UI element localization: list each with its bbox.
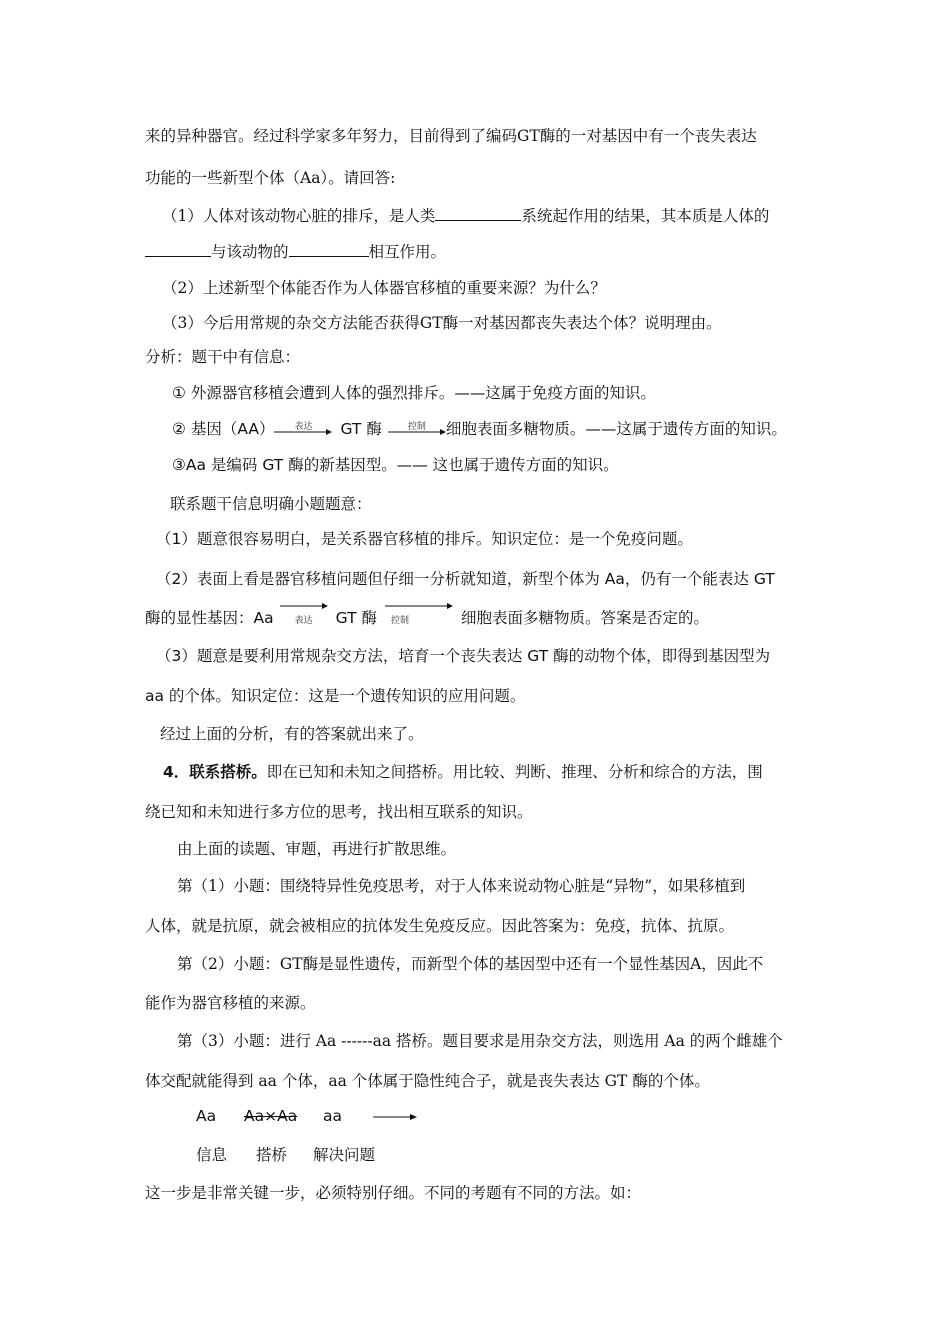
section4-s3-a: 第（2）小题：GT酶是显性遗传，而新型个体的基因型中还有一个显性基因A，因此不 xyxy=(177,955,764,973)
section4-line-2: 绕已知和未知进行多方位的思考，找出相互联系的知识。 xyxy=(145,803,533,821)
analysis-p1: （1）题意很容易明白，是关系器官移植的排斥。知识定位：是一个免疫问题。 xyxy=(156,530,693,548)
q1-part-a: （1）人体对该动物心脏的排斥，是人类 xyxy=(162,207,436,225)
answer-blank-3[interactable] xyxy=(289,242,369,257)
diagram-label-info: 信息 xyxy=(196,1146,228,1164)
express-label: 表达 xyxy=(294,421,313,432)
arrow-icon xyxy=(385,603,453,609)
section4-text-a: 即在已知和未知之间搭桥。用比较、判断、推理、分析和综合的方法，围 xyxy=(266,763,763,781)
arrow-icon xyxy=(388,429,446,435)
arrow-icon xyxy=(280,603,328,609)
diagram-label-bridge: 搭桥 xyxy=(256,1146,288,1164)
section4-s3-b: 能作为器官移植的来源。 xyxy=(145,994,316,1012)
section4-s4-a: 第（3）小题：进行 Aa ------aa 搭桥。题目要求是用杂交方法，则选用 Aa 的两个雌雄个 xyxy=(177,1032,783,1050)
info-2 xyxy=(172,419,787,440)
section4-title: 4．联系搭桥。 xyxy=(163,763,267,781)
analysis-conclusion: 经过上面的分析，有的答案就出来了。 xyxy=(160,725,424,743)
info-3: ③Aa 是编码 GT 酶的新基因型。—— 这也属于遗传方面的知识。 xyxy=(172,456,619,474)
link-heading: 联系题干信息明确小题题意： xyxy=(170,495,372,513)
info2-enzyme: GT 酶 xyxy=(340,420,382,438)
diagram-aa-right: aa xyxy=(323,1107,342,1125)
express-arrow-2 xyxy=(280,609,328,629)
p2-genotype: 酶的显性基因：Aa xyxy=(145,609,274,627)
arrow-icon xyxy=(274,429,332,435)
info-1: ① 外源器官移植会遭到人体的强烈排斥。——这属于免疫方面的知识。 xyxy=(172,384,656,402)
answer-blank-2[interactable] xyxy=(145,242,211,257)
section4-s4-b: 体交配就能得到 aa 个体，aa 个体属于隐性纯合子，就是丧失表达 GT 酶的个体。 xyxy=(145,1072,710,1090)
question-3: （3）今后用常规的杂交方法能否获得GT酶一对基因都丧失表达个体？说明理由。 xyxy=(162,314,722,332)
closing-line: 这一步是非常关键一步，必须特别仔细。不同的考题有不同的方法。如： xyxy=(145,1184,642,1202)
q1-part-c: 与该动物的 xyxy=(211,243,289,261)
diagram-arrow-icon xyxy=(373,1113,417,1121)
p2-enzyme: GT 酶 xyxy=(335,609,377,627)
analysis-p2-b xyxy=(145,608,709,629)
control-label: 控制 xyxy=(407,421,426,432)
section4-s2-b: 人体，就是抗原，就会被相应的抗体发生免疫反应。因此答案为：免疫，抗体、抗原。 xyxy=(145,917,735,935)
answer-blank-1[interactable] xyxy=(435,206,521,221)
p2-result: 细胞表面多糖物质。答案是否定的。 xyxy=(460,609,709,627)
diagram-label-solve: 解决问题 xyxy=(313,1146,376,1164)
express-label-2: 表达 xyxy=(294,615,313,626)
express-arrow xyxy=(274,420,332,440)
q1-part-d: 相互作用。 xyxy=(368,243,447,261)
analysis-p3-a: （3）题意是要利用常规杂交方法，培育一个丧失表达 GT 酶的动物个体，即得到基因型为 xyxy=(156,647,771,665)
control-arrow xyxy=(388,420,446,440)
info2-result: 细胞表面多糖物质。——这属于遗传方面的知识。 xyxy=(445,420,787,438)
analysis-p2-a: （2）表面上看是器官移植问题但仔细一分析就知道，新型个体为 Aa，仍有一个能表达 GT xyxy=(156,570,775,588)
section4-s1: 由上面的读题、审题，再进行扩散思维。 xyxy=(177,840,457,858)
diagram-cross: Aa×Aa xyxy=(244,1107,298,1125)
intro-line-2: 功能的一些新型个体（Aa）。请回答: xyxy=(145,169,396,187)
section4-s2-a: 第（1）小题：围绕特异性免疫思考，对于人体来说动物心脏是“异物”，如果移植到 xyxy=(177,877,746,895)
control-label-2: 控制 xyxy=(390,615,409,626)
control-arrow-2 xyxy=(385,609,453,629)
question-2: （2）上述新型个体能否作为人体器官移植的重要来源？为什么？ xyxy=(162,279,606,297)
question-1 xyxy=(162,206,769,226)
q1-part-b: 系统起作用的结果，其本质是人体的 xyxy=(521,207,770,225)
info2-gene: ② 基因（AA） xyxy=(172,420,275,438)
analysis-p3-b: aa 的个体。知识定位：这是一个遗传知识的应用问题。 xyxy=(145,687,526,705)
question-1-cont xyxy=(145,242,446,262)
intro-line-1: 来的异种器官。经过科学家多年努力，目前得到了编码GT酶的一对基因中有一个丧失表达 xyxy=(145,127,757,145)
diagram-aa-left: Aa xyxy=(196,1107,217,1125)
section4-line-1 xyxy=(163,762,763,782)
analysis-heading: 分析：题干中有信息： xyxy=(145,348,301,366)
